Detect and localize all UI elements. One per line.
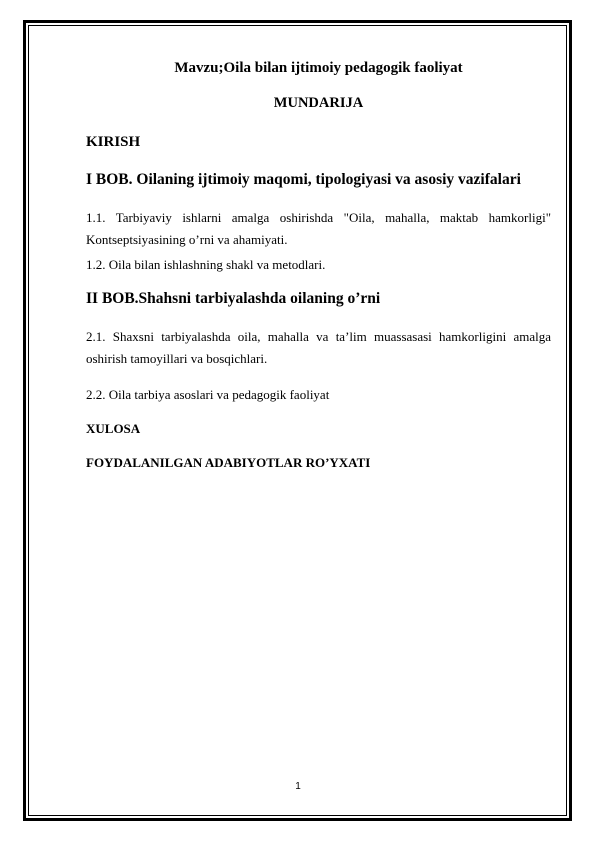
page-number: 1 <box>295 781 301 792</box>
toc-conclusion: XULOSA <box>86 421 141 436</box>
toc-section-2-2: 2.2. Oila tarbiya asoslari va pedagogik faoliyat <box>86 387 330 402</box>
toc-intro: KIRISH <box>86 134 141 150</box>
toc-section-2-1: 2.1. Shaxsni tarbiyalashda oila, mahalla va ta’lim muassasasi hamkorligini amalga oshirish tamoyillari va bosqichlari. <box>86 329 551 366</box>
toc-references: FOYDALANILGAN ADABIYOTLAR RO’YXATI <box>86 455 371 470</box>
toc-section-1-2: 1.2. Oila bilan ishlashning shakl va metodlari. <box>86 257 326 272</box>
contents-title: MUNDARIJA <box>273 95 364 111</box>
toc-chapter-2: II BOB.Shahsni tarbiyalashda oilaning o’rni <box>86 290 381 307</box>
document-topic: Mavzu;Oila bilan ijtimoiy pedagogik faoliyat <box>174 60 463 76</box>
toc-section-1-1: 1.1. Tarbiyaviy ishlarni amalga oshirishda "Oila, mahalla, maktab hamkorligi" Kontseptsiyasining o’rni va ahamiyati. <box>86 210 551 247</box>
toc-chapter-1: I BOB. Oilaning ijtimoiy maqomi, tipologiyasi va asosiy vazifalari <box>86 171 521 188</box>
